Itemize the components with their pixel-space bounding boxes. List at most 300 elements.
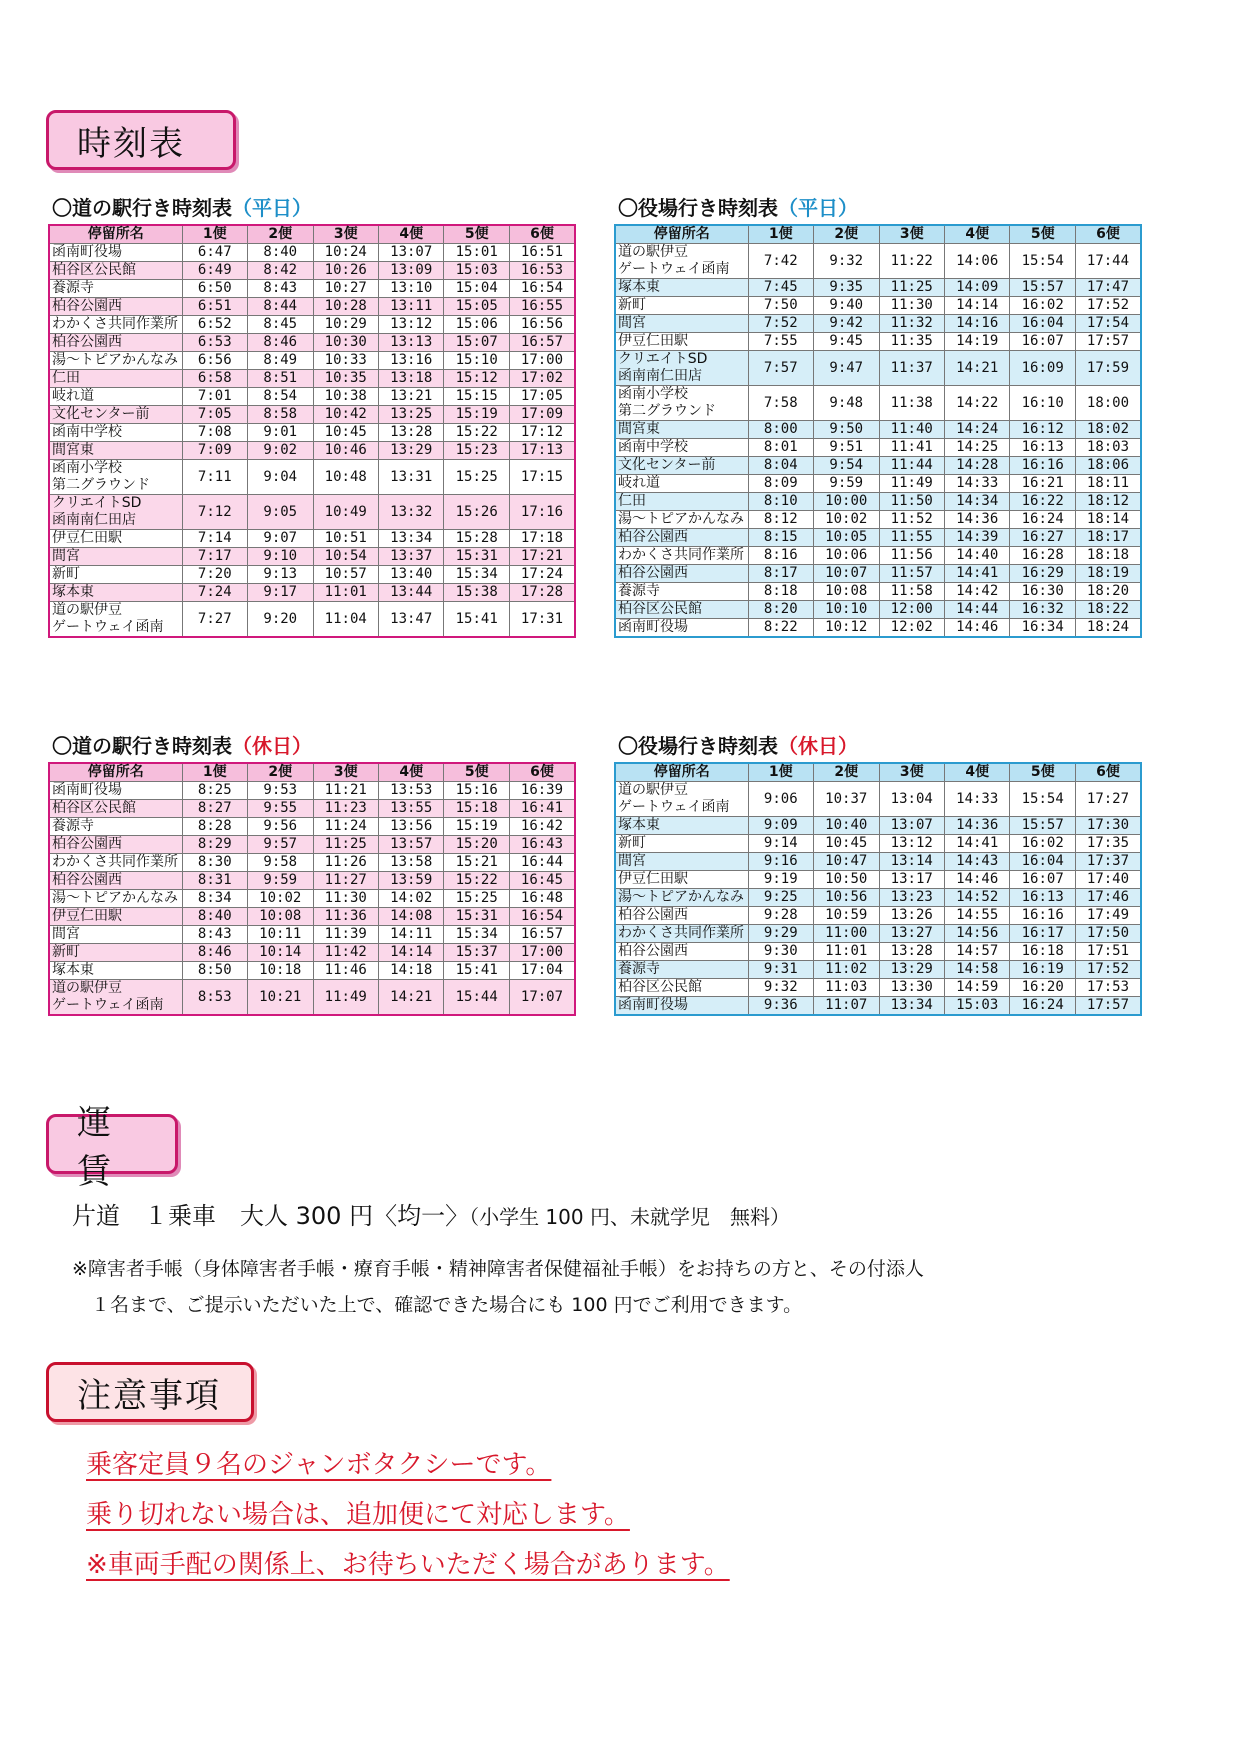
time-cell: 14:44 — [944, 601, 1009, 619]
time-cell: 6:47 — [182, 244, 247, 262]
column-header-trip: 2便 — [814, 763, 879, 782]
stop-name-cell — [49, 530, 182, 548]
column-header-stop: 停留所名 — [49, 763, 182, 782]
stop-name-line: 函南中学校 — [618, 439, 688, 455]
time-cell: 15:38 — [444, 584, 509, 602]
time-cell: 14:56 — [944, 925, 1009, 943]
time-cell: 9:47 — [814, 351, 879, 386]
stop-name-cell — [615, 907, 748, 925]
stop-name-cell — [49, 334, 182, 352]
time-cell: 8:12 — [748, 511, 813, 529]
time-cell: 14:43 — [944, 853, 1009, 871]
time-cell: 8:45 — [248, 316, 313, 334]
time-cell: 10:50 — [814, 871, 879, 889]
time-cell: 10:10 — [814, 601, 879, 619]
time-cell: 7:42 — [748, 244, 813, 279]
stop-name-line: 函南中学校 — [52, 424, 122, 440]
stop-name-line: 函南町役場 — [618, 619, 688, 635]
stop-name-cell — [615, 782, 748, 817]
time-cell: 13:55 — [378, 800, 443, 818]
stop-name-cell — [49, 566, 182, 584]
table-title-holiday-to-station — [52, 730, 312, 759]
time-cell: 13:10 — [378, 280, 443, 298]
time-cell: 16:13 — [1010, 439, 1075, 457]
table-row — [49, 782, 575, 800]
time-cell: 17:57 — [1075, 997, 1141, 1016]
time-cell: 16:29 — [1010, 565, 1075, 583]
time-cell: 10:45 — [313, 424, 378, 442]
stop-name-line: 伊豆仁田駅 — [52, 908, 122, 924]
timetable-holiday-to-office — [614, 762, 1142, 1016]
time-cell: 11:36 — [313, 908, 378, 926]
time-cell: 11:00 — [814, 925, 879, 943]
time-cell: 15:19 — [444, 818, 509, 836]
column-header-trip: 5便 — [1010, 763, 1075, 782]
stop-name-cell — [615, 279, 748, 297]
time-cell: 10:08 — [248, 908, 313, 926]
table-title-tag: （平日） — [232, 196, 312, 220]
time-cell: 11:44 — [879, 457, 944, 475]
time-cell: 16:57 — [509, 334, 575, 352]
time-cell: 17:24 — [509, 566, 575, 584]
time-cell: 8:25 — [182, 782, 247, 800]
stop-name-line: 間宮東 — [618, 421, 660, 437]
stop-name-cell — [49, 352, 182, 370]
time-cell: 15:07 — [444, 334, 509, 352]
time-cell: 7:52 — [748, 315, 813, 333]
time-cell: 18:02 — [1075, 421, 1141, 439]
time-cell: 10:02 — [248, 890, 313, 908]
table-title-tag: （平日） — [778, 196, 858, 220]
time-cell: 16:24 — [1010, 997, 1075, 1016]
time-cell: 16:41 — [509, 800, 575, 818]
column-header-trip: 4便 — [378, 225, 443, 244]
timetable-weekday-to-station — [48, 224, 576, 638]
time-cell: 8:49 — [248, 352, 313, 370]
table-row — [49, 908, 575, 926]
table-row — [49, 530, 575, 548]
time-cell: 16:24 — [1010, 511, 1075, 529]
time-cell: 16:34 — [1010, 619, 1075, 638]
time-cell: 14:33 — [944, 475, 1009, 493]
time-cell: 16:22 — [1010, 493, 1075, 511]
time-cell: 7:58 — [748, 386, 813, 421]
time-cell: 9:32 — [814, 244, 879, 279]
stop-name-line: ゲートウェイ函南 — [52, 997, 164, 1013]
time-cell: 17:47 — [1075, 279, 1141, 297]
time-cell: 9:59 — [814, 475, 879, 493]
stop-name-line: 新町 — [52, 944, 80, 960]
table-row — [615, 457, 1141, 475]
time-cell: 11:56 — [879, 547, 944, 565]
time-cell: 8:40 — [248, 244, 313, 262]
table-row — [615, 493, 1141, 511]
time-cell: 10:02 — [814, 511, 879, 529]
table-header-row — [49, 225, 575, 244]
time-cell: 10:54 — [313, 548, 378, 566]
stop-name-cell — [49, 370, 182, 388]
time-cell: 10:11 — [248, 926, 313, 944]
table-row — [615, 279, 1141, 297]
stop-name-line: わかくさ共同作業所 — [52, 854, 178, 870]
time-cell: 14:16 — [944, 315, 1009, 333]
time-cell: 11:01 — [814, 943, 879, 961]
time-cell: 16:42 — [509, 818, 575, 836]
table-row — [615, 439, 1141, 457]
time-cell: 11:02 — [814, 961, 879, 979]
time-cell: 11:22 — [879, 244, 944, 279]
time-cell: 15:04 — [444, 280, 509, 298]
time-cell: 8:40 — [182, 908, 247, 926]
time-cell: 9:42 — [814, 315, 879, 333]
stop-name-line: 間宮東 — [52, 442, 94, 458]
table-row — [615, 943, 1141, 961]
column-header-trip: 3便 — [313, 225, 378, 244]
stop-name-line: 塚本東 — [618, 817, 660, 833]
table-title-weekday-to-office — [618, 192, 858, 221]
time-cell: 9:59 — [248, 872, 313, 890]
time-cell: 8:01 — [748, 439, 813, 457]
time-cell: 11:04 — [313, 602, 378, 638]
stop-name-cell — [49, 584, 182, 602]
time-cell: 9:06 — [748, 782, 813, 817]
time-cell: 16:45 — [509, 872, 575, 890]
time-cell: 16:19 — [1010, 961, 1075, 979]
column-header-trip: 1便 — [748, 763, 813, 782]
time-cell: 13:40 — [378, 566, 443, 584]
time-cell: 11:07 — [814, 997, 879, 1016]
time-cell: 9:53 — [248, 782, 313, 800]
table-row — [615, 244, 1141, 279]
time-cell: 13:32 — [378, 495, 443, 530]
timetable-holiday-to-station — [48, 762, 576, 1016]
time-cell: 16:43 — [509, 836, 575, 854]
time-cell: 16:55 — [509, 298, 575, 316]
time-cell: 18:11 — [1075, 475, 1141, 493]
time-cell: 9:16 — [748, 853, 813, 871]
time-cell: 18:06 — [1075, 457, 1141, 475]
table-title-prefix: 〇道の駅行き時刻表 — [52, 196, 232, 220]
table-row — [49, 262, 575, 280]
time-cell: 13:13 — [378, 334, 443, 352]
time-cell: 14:41 — [944, 565, 1009, 583]
stop-name-cell — [615, 925, 748, 943]
time-cell: 14:36 — [944, 511, 1009, 529]
stop-name-cell — [49, 800, 182, 818]
time-cell: 17:53 — [1075, 979, 1141, 997]
time-cell: 18:14 — [1075, 511, 1141, 529]
time-cell: 11:23 — [313, 800, 378, 818]
table-row — [615, 619, 1141, 638]
stop-name-line: 柏谷区公民館 — [52, 262, 136, 278]
stop-name-cell — [615, 997, 748, 1016]
stop-name-cell — [615, 457, 748, 475]
time-cell: 13:34 — [378, 530, 443, 548]
time-cell: 14:06 — [944, 244, 1009, 279]
time-cell: 17:54 — [1075, 315, 1141, 333]
stop-name-line: 柏谷公園西 — [52, 836, 122, 852]
time-cell: 9:25 — [748, 889, 813, 907]
column-header-trip: 2便 — [248, 763, 313, 782]
time-cell: 17:49 — [1075, 907, 1141, 925]
time-cell: 16:54 — [509, 280, 575, 298]
stop-name-line: 仁田 — [618, 493, 646, 509]
time-cell: 16:16 — [1010, 457, 1075, 475]
stop-name-line: わかくさ共同作業所 — [618, 925, 744, 941]
stop-name-cell — [615, 871, 748, 889]
time-cell: 13:16 — [378, 352, 443, 370]
caution-line1: 乗客定員９名のジャンボタクシーです。 — [86, 1450, 552, 1480]
time-cell: 9:01 — [248, 424, 313, 442]
stop-name-cell — [49, 442, 182, 460]
stop-name-line: 間宮 — [52, 926, 80, 942]
time-cell: 10:05 — [814, 529, 879, 547]
time-cell: 13:34 — [879, 997, 944, 1016]
time-cell: 16:16 — [1010, 907, 1075, 925]
time-cell: 8:43 — [182, 926, 247, 944]
stop-name-line: 間宮 — [618, 853, 646, 869]
stop-name-line: 柏谷公園西 — [618, 529, 688, 545]
time-cell: 16:44 — [509, 854, 575, 872]
time-cell: 14:18 — [378, 962, 443, 980]
stop-name-cell — [615, 511, 748, 529]
stop-name-line: わかくさ共同作業所 — [618, 547, 744, 563]
time-cell: 11:25 — [313, 836, 378, 854]
stop-name-line: ゲートウェイ函南 — [618, 261, 730, 277]
column-header-stop: 停留所名 — [49, 225, 182, 244]
time-cell: 10:21 — [248, 980, 313, 1016]
stop-name-line: 養源寺 — [618, 961, 660, 977]
time-cell: 16:54 — [509, 908, 575, 926]
time-cell: 10:07 — [814, 565, 879, 583]
timetable-heading — [46, 110, 236, 170]
time-cell: 8:28 — [182, 818, 247, 836]
time-cell: 9:14 — [748, 835, 813, 853]
time-cell: 13:30 — [879, 979, 944, 997]
time-cell: 6:51 — [182, 298, 247, 316]
table-row — [615, 547, 1141, 565]
stop-name-cell — [615, 297, 748, 315]
time-cell: 15:25 — [444, 890, 509, 908]
time-cell: 8:09 — [748, 475, 813, 493]
time-cell: 14:08 — [378, 908, 443, 926]
time-cell: 11:58 — [879, 583, 944, 601]
stop-name-cell — [49, 262, 182, 280]
time-cell: 15:41 — [444, 962, 509, 980]
time-cell: 14:55 — [944, 907, 1009, 925]
time-cell: 15:15 — [444, 388, 509, 406]
column-header-trip: 6便 — [1075, 763, 1141, 782]
time-cell: 14:09 — [944, 279, 1009, 297]
time-cell: 13:12 — [879, 835, 944, 853]
time-cell: 7:24 — [182, 584, 247, 602]
stop-name-line: 函南町役場 — [52, 244, 122, 260]
time-cell: 13:44 — [378, 584, 443, 602]
table-row — [615, 386, 1141, 421]
table-row — [615, 583, 1141, 601]
time-cell: 13:14 — [879, 853, 944, 871]
time-cell: 14:21 — [378, 980, 443, 1016]
time-cell: 17:40 — [1075, 871, 1141, 889]
table-header-row — [49, 763, 575, 782]
stop-name-line: 養源寺 — [52, 280, 94, 296]
table-row — [49, 584, 575, 602]
time-cell: 13:11 — [378, 298, 443, 316]
time-cell: 9:32 — [748, 979, 813, 997]
time-cell: 17:46 — [1075, 889, 1141, 907]
time-cell: 18:17 — [1075, 529, 1141, 547]
stop-name-line: クリエイトSD — [52, 495, 142, 511]
time-cell: 9:58 — [248, 854, 313, 872]
time-cell: 8:46 — [182, 944, 247, 962]
column-header-trip: 6便 — [1075, 225, 1141, 244]
time-cell: 18:03 — [1075, 439, 1141, 457]
table-row — [615, 297, 1141, 315]
time-cell: 14:46 — [944, 619, 1009, 638]
table-row — [49, 298, 575, 316]
time-cell: 16:20 — [1010, 979, 1075, 997]
time-cell: 17:13 — [509, 442, 575, 460]
time-cell: 15:22 — [444, 424, 509, 442]
time-cell: 17:05 — [509, 388, 575, 406]
time-cell: 15:34 — [444, 566, 509, 584]
time-cell: 17:16 — [509, 495, 575, 530]
stop-name-cell — [49, 890, 182, 908]
time-cell: 15:25 — [444, 460, 509, 495]
stop-name-line: 道の駅伊豆 — [52, 980, 122, 996]
table-row — [615, 907, 1141, 925]
time-cell: 16:07 — [1010, 333, 1075, 351]
time-cell: 9:28 — [748, 907, 813, 925]
time-cell: 18:20 — [1075, 583, 1141, 601]
table-row — [615, 565, 1141, 583]
column-header-trip: 1便 — [748, 225, 813, 244]
stop-name-line: 間宮 — [618, 315, 646, 331]
time-cell: 8:29 — [182, 836, 247, 854]
time-cell: 11:01 — [313, 584, 378, 602]
time-cell: 15:54 — [1010, 244, 1075, 279]
table-title-tag: （休日） — [232, 734, 312, 758]
table-row — [49, 352, 575, 370]
table-header-row — [615, 225, 1141, 244]
time-cell: 11:24 — [313, 818, 378, 836]
time-cell: 17:30 — [1075, 817, 1141, 835]
time-cell: 15:16 — [444, 782, 509, 800]
time-cell: 16:09 — [1010, 351, 1075, 386]
time-cell: 18:18 — [1075, 547, 1141, 565]
time-cell: 13:09 — [378, 262, 443, 280]
time-cell: 8:58 — [248, 406, 313, 424]
time-cell: 15:22 — [444, 872, 509, 890]
time-cell: 11:37 — [879, 351, 944, 386]
table-row — [49, 334, 575, 352]
column-header-trip: 4便 — [378, 763, 443, 782]
time-cell: 17:57 — [1075, 333, 1141, 351]
time-cell: 11:49 — [313, 980, 378, 1016]
time-cell: 11:25 — [879, 279, 944, 297]
stop-name-cell — [615, 475, 748, 493]
stop-name-cell — [49, 280, 182, 298]
time-cell: 7:45 — [748, 279, 813, 297]
time-cell: 7:05 — [182, 406, 247, 424]
time-cell: 9:02 — [248, 442, 313, 460]
time-cell: 7:14 — [182, 530, 247, 548]
time-cell: 13:56 — [378, 818, 443, 836]
time-cell: 10:30 — [313, 334, 378, 352]
time-cell: 8:18 — [748, 583, 813, 601]
time-cell: 10:42 — [313, 406, 378, 424]
time-cell: 14:14 — [944, 297, 1009, 315]
time-cell: 7:57 — [748, 351, 813, 386]
table-row — [615, 853, 1141, 871]
table-row — [615, 333, 1141, 351]
caution-line2: 乗り切れない場合は、追加便にて対応します。 — [86, 1500, 630, 1530]
time-cell: 9:07 — [248, 530, 313, 548]
caution-heading — [46, 1362, 254, 1422]
stop-name-line: 岐れ道 — [618, 475, 660, 491]
stop-name-line: 柏谷区公民館 — [52, 800, 136, 816]
time-cell: 17:12 — [509, 424, 575, 442]
time-cell: 9:29 — [748, 925, 813, 943]
stop-name-cell — [49, 602, 182, 638]
fare-heading-text: 運賃 — [77, 1103, 113, 1192]
fare-sub-text: （小学生 100 円、未就学児 無料） — [469, 1205, 790, 1229]
stop-name-cell — [49, 854, 182, 872]
stop-name-line: 文化センター前 — [618, 457, 716, 473]
table-row — [49, 944, 575, 962]
time-cell: 15:34 — [444, 926, 509, 944]
time-cell: 17:07 — [509, 980, 575, 1016]
time-cell: 13:07 — [879, 817, 944, 835]
time-cell: 15:21 — [444, 854, 509, 872]
time-cell: 13:28 — [879, 943, 944, 961]
stop-name-cell — [615, 961, 748, 979]
time-cell: 11:21 — [313, 782, 378, 800]
time-cell: 13:17 — [879, 871, 944, 889]
time-cell: 6:58 — [182, 370, 247, 388]
time-cell: 16:57 — [509, 926, 575, 944]
time-cell: 9:35 — [814, 279, 879, 297]
stop-name-cell — [49, 926, 182, 944]
table-row — [49, 926, 575, 944]
table-row — [49, 854, 575, 872]
table-row — [49, 980, 575, 1016]
time-cell: 17:31 — [509, 602, 575, 638]
time-cell: 16:51 — [509, 244, 575, 262]
time-cell: 13:53 — [378, 782, 443, 800]
time-cell: 13:21 — [378, 388, 443, 406]
table-row — [615, 961, 1141, 979]
time-cell: 17:21 — [509, 548, 575, 566]
time-cell: 11:50 — [879, 493, 944, 511]
time-cell: 9:30 — [748, 943, 813, 961]
time-cell: 18:24 — [1075, 619, 1141, 638]
time-cell: 10:35 — [313, 370, 378, 388]
stop-name-cell — [615, 493, 748, 511]
time-cell: 16:13 — [1010, 889, 1075, 907]
table-title-weekday-to-station — [52, 192, 312, 221]
time-cell: 11:35 — [879, 333, 944, 351]
stop-name-cell — [615, 421, 748, 439]
stop-name-line: 函南小学校 — [618, 386, 688, 402]
table-row — [615, 351, 1141, 386]
stop-name-line: 柏谷区公民館 — [618, 601, 702, 617]
caution-heading-text: 注意事項 — [77, 1375, 221, 1416]
column-header-trip: 4便 — [944, 225, 1009, 244]
time-cell: 16:07 — [1010, 871, 1075, 889]
time-cell: 6:50 — [182, 280, 247, 298]
time-cell: 18:19 — [1075, 565, 1141, 583]
